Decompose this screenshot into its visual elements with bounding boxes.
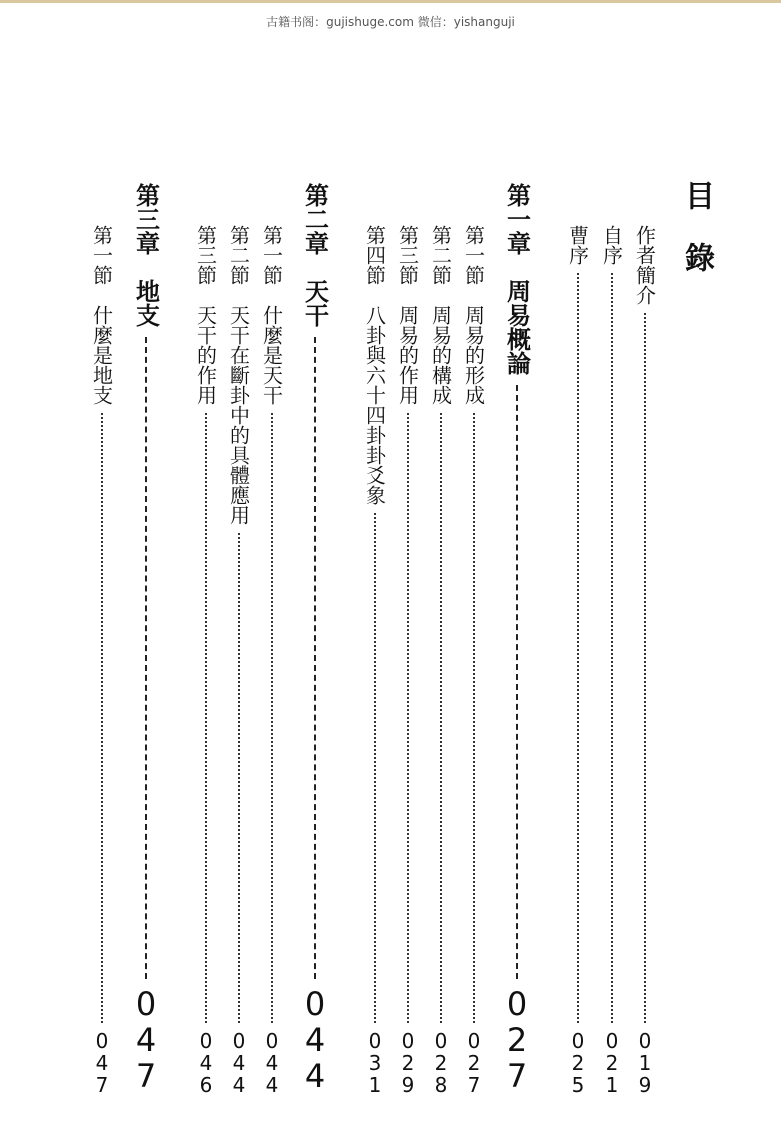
toc-chapter[interactable]	[298, 183, 332, 1093]
entry-label: 第二節 天干在斷卦中的具體應用	[226, 225, 251, 525]
dot-leader	[205, 413, 207, 1023]
toc-entry[interactable]	[396, 225, 420, 1095]
page-number: 019	[633, 1029, 657, 1095]
entry-label: 第三節 周易的作用	[395, 225, 420, 405]
page-number: 047	[90, 1029, 114, 1095]
entry-label: 作者簡介	[632, 225, 657, 305]
toc-chapter[interactable]	[129, 183, 163, 1093]
page-number: 025	[566, 1029, 590, 1095]
toc-entry[interactable]	[429, 225, 453, 1095]
toc-entry[interactable]	[90, 225, 114, 1095]
chapter-label: 第一章 周易概論	[502, 183, 532, 375]
dash-leader	[516, 385, 518, 979]
page-number: 044	[260, 1029, 284, 1095]
dot-leader	[101, 413, 103, 1023]
page-number: 044	[296, 985, 334, 1093]
page-number: 027	[498, 985, 536, 1093]
entry-label: 自序	[599, 225, 624, 265]
entry-label: 第一節 什麼是天干	[259, 225, 284, 405]
dot-leader	[271, 413, 273, 1023]
dash-leader	[145, 337, 147, 979]
toc-entry[interactable]	[633, 225, 657, 1095]
toc-title: 目錄	[679, 180, 714, 304]
page-number: 031	[363, 1029, 387, 1095]
page-number: 029	[396, 1029, 420, 1095]
dot-leader	[440, 413, 442, 1023]
page-number: 028	[429, 1029, 453, 1095]
toc-entry[interactable]	[566, 225, 590, 1095]
top-border	[0, 0, 781, 3]
toc-entry[interactable]	[600, 225, 624, 1095]
dot-leader	[238, 533, 240, 1023]
chapter-label: 第二章 天干	[300, 183, 330, 327]
entry-label: 第四節 八卦與六十四卦卦爻象	[362, 225, 387, 505]
dot-leader	[407, 413, 409, 1023]
toc-entry[interactable]	[194, 225, 218, 1095]
chapter-label: 第三章 地支	[131, 183, 161, 327]
toc-entry[interactable]	[260, 225, 284, 1095]
entry-label: 第三節 天干的作用	[193, 225, 218, 405]
entry-label: 曹序	[565, 225, 590, 265]
toc-chapter[interactable]	[500, 183, 534, 1093]
entry-label: 第一節 周易的形成	[461, 225, 486, 405]
entry-label: 第一節 什麼是地支	[89, 225, 114, 405]
dot-leader	[473, 413, 475, 1023]
page-number: 021	[600, 1029, 624, 1095]
dot-leader	[577, 273, 579, 1023]
toc-entry[interactable]	[227, 225, 251, 1095]
dot-leader	[644, 313, 646, 1023]
dot-leader	[374, 513, 376, 1023]
toc-entry[interactable]	[462, 225, 486, 1095]
toc-entry[interactable]	[363, 225, 387, 1095]
page-number: 046	[194, 1029, 218, 1095]
watermark-header: 古籍书阁：gujishuge.com 微信：yishanguji	[266, 15, 515, 29]
entry-label: 第二節 周易的構成	[428, 225, 453, 405]
dot-leader	[611, 273, 613, 1023]
page-number: 044	[227, 1029, 251, 1095]
page-number: 027	[462, 1029, 486, 1095]
page-number: 047	[127, 985, 165, 1093]
dash-leader	[314, 337, 316, 979]
